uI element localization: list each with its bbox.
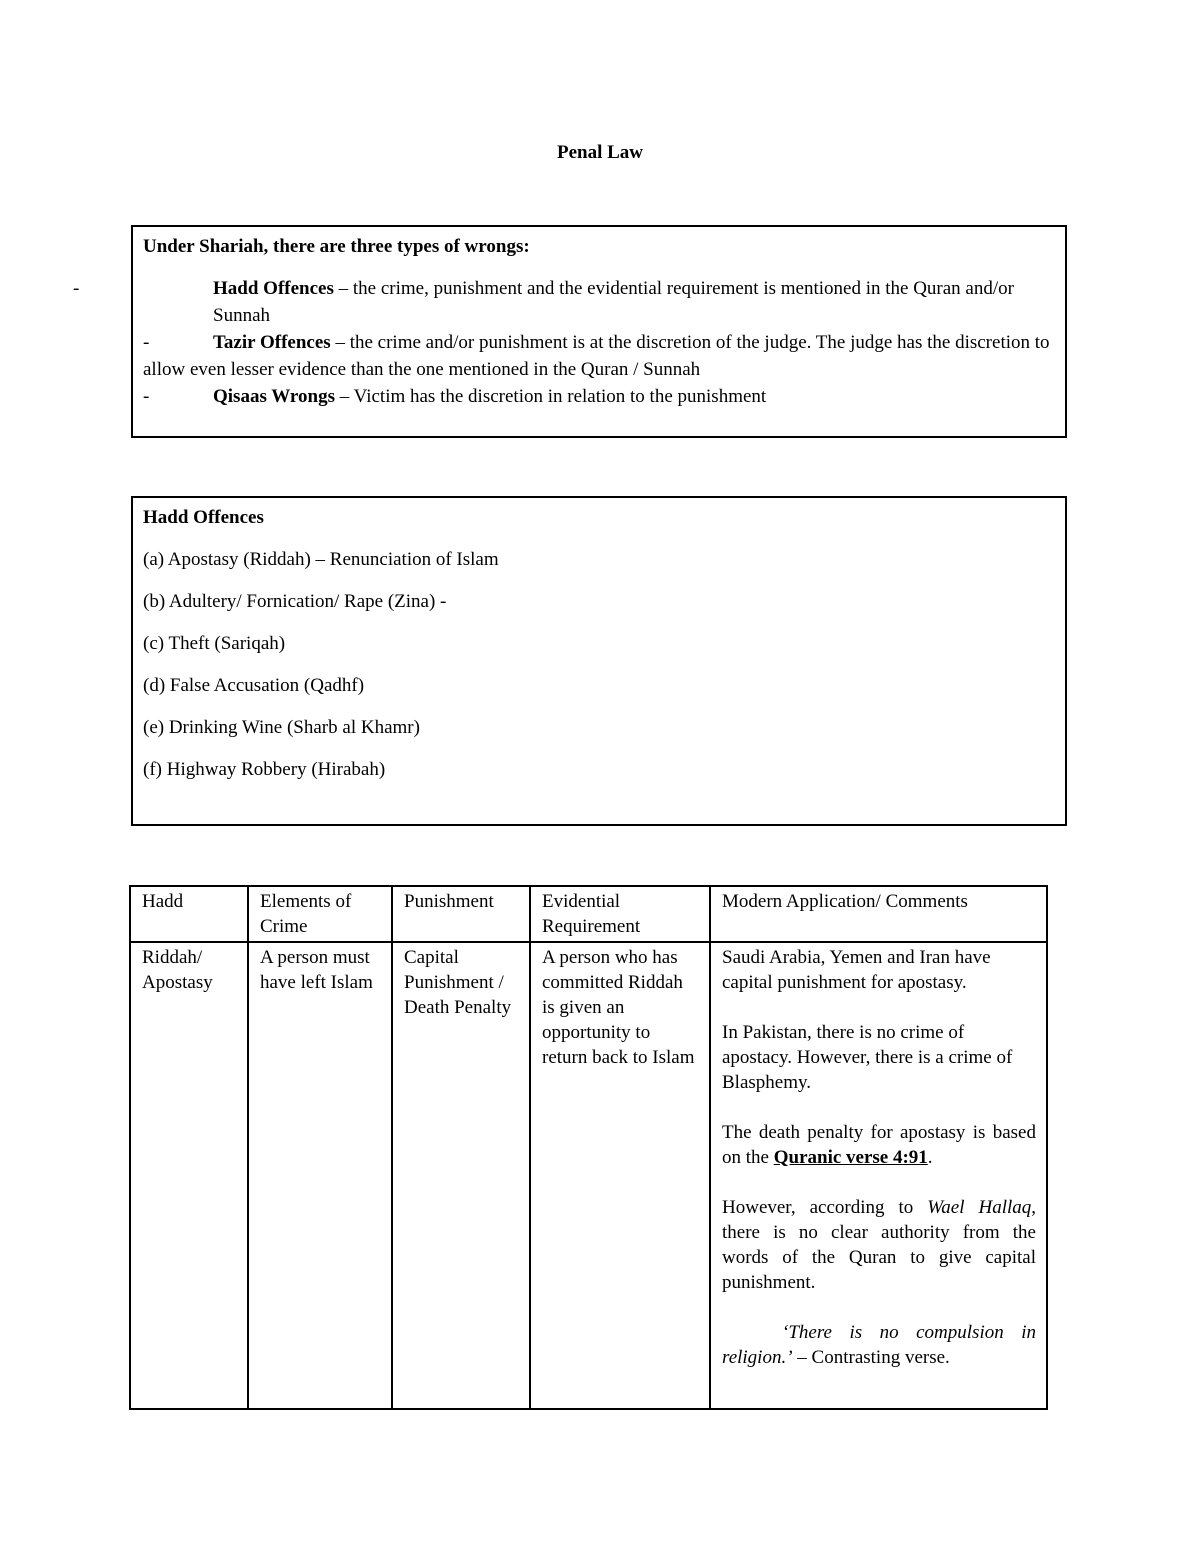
list-dash: - (143, 332, 150, 353)
cell-punishment: Capital Punishment / Death Penalty (392, 942, 530, 1409)
list-dash: - (143, 386, 150, 407)
table-row (130, 942, 1047, 1409)
comment-text: However, according to (722, 1197, 928, 1218)
hadd-offences-box (131, 496, 1067, 826)
header-cell: Hadd (130, 886, 248, 942)
header-cell: Modern Application/ Comments (710, 886, 1047, 942)
wrong-text: – Victim has the discretion in relation to the punishment (334, 386, 767, 407)
comment-text: – Contrasting verse. (792, 1347, 950, 1368)
list-dash: - (73, 278, 80, 299)
comment-paragraph (722, 1120, 1036, 1170)
wrong-item-hadd (73, 275, 1055, 329)
wrong-term: Qisaas Wrongs (213, 386, 335, 407)
verse-reference: Quranic verse 4:91 (773, 1147, 928, 1168)
comment-text: . (927, 1147, 933, 1168)
wrong-term: Hadd Offences (213, 278, 334, 299)
comment-paragraph: Saudi Arabia, Yemen and Iran have capital punishment for apostasy. (722, 947, 991, 993)
wrong-term: Tazir Offences (213, 332, 331, 353)
wrongs-box (73, 225, 1067, 438)
hadd-table (129, 885, 1048, 1410)
list-item: (b) Adultery/ Fornication/ Rape (Zina) - (143, 591, 447, 612)
list-item: (c) Theft (Sariqah) (143, 633, 286, 654)
list-item: (d) False Accusation (Qadhf) (143, 675, 365, 696)
cell-comments (710, 942, 1047, 1409)
wrong-text: – the crime, punishment and the evidential requirement is mentioned in the Quran and/or Sunnah (213, 278, 1014, 326)
wrong-item-qisaas (143, 383, 1055, 410)
author-name: Wael Hallaq (927, 1197, 1032, 1218)
header-cell: Punishment (392, 886, 530, 942)
hadd-heading: Hadd Offences (143, 507, 264, 528)
comment-paragraph (722, 1320, 1036, 1370)
list-item: (f) Highway Robbery (Hirabah) (143, 759, 386, 780)
wrongs-heading: Under Shariah, there are three types of wrongs: (143, 236, 530, 257)
cell-evidential: A person who has committed Riddah is given an opportunity to return back to Islam (530, 942, 710, 1409)
header-cell: Evidential Requirement (530, 886, 710, 942)
header-cell: Elements of Crime (248, 886, 392, 942)
cell-hadd: Riddah/ Apostasy (130, 942, 248, 1409)
list-item: (a) Apostasy (Riddah) – Renunciation of Islam (143, 549, 499, 570)
wrong-item-tazir (143, 329, 1055, 383)
comment-text: , there is no clear authority from the words of the Quran to give capital punishment. (722, 1197, 1037, 1293)
comment-paragraph (722, 1195, 1036, 1295)
page-title: Penal Law (556, 142, 644, 163)
comment-text: The death penalty for apostasy is based on the (722, 1122, 1036, 1168)
wrong-text: – the crime and/or punishment is at the discretion of the judge. The judge has the discretion to allow even lesser evidence than the one mentioned in the Quran / Sunnah (143, 332, 1050, 380)
cell-elements: A person must have left Islam (248, 942, 392, 1409)
comment-paragraph: In Pakistan, there is no crime of apostacy. However, there is a crime of Blasphemy. (722, 1022, 1013, 1093)
list-item: (e) Drinking Wine (Sharb al Khamr) (143, 717, 420, 738)
quote-text: ‘There is no compulsion in religion.’ (722, 1322, 1036, 1368)
table-header-row (130, 886, 1047, 942)
